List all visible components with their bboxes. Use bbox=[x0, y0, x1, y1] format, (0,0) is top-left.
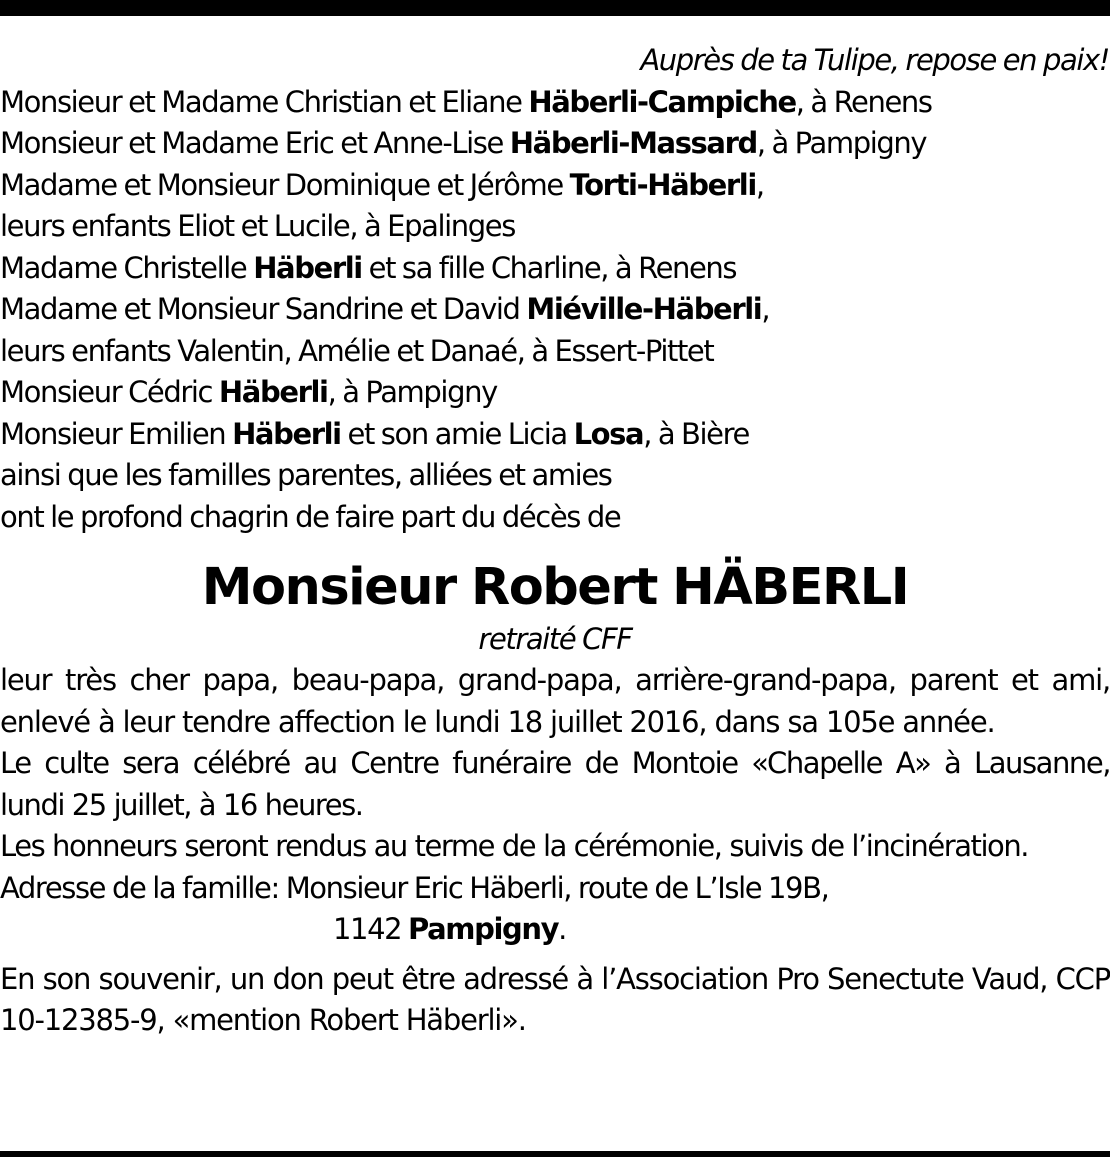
family-line: Monsieur Emilien Häberli et son amie Licia Losa, à Bière bbox=[0, 416, 749, 451]
epigraph: Auprès de ta Tulipe, repose en paix! bbox=[640, 43, 1109, 77]
deceased-occupation: retraité CFF bbox=[478, 622, 632, 656]
family-line: leurs enfants Eliot et Lucile, à Epalinges bbox=[0, 209, 515, 243]
family-line: ainsi que les familles parentes, alliées et amies bbox=[0, 458, 612, 492]
family-line: Madame et Monsieur Sandrine et David Miéville-Häberli, bbox=[0, 292, 770, 326]
family-line: Madame et Monsieur Dominique et Jérôme Torti-Häberli, bbox=[0, 167, 764, 202]
family-line: Monsieur Cédric Häberli, à Pampigny bbox=[0, 375, 497, 409]
service-paragraph: Le culte sera célébré au Centre funéraire de Montoie «Chapelle A» à Lausanne, lundi 25 juillet, à 16 heures. bbox=[0, 746, 1110, 822]
family-line: leurs enfants Valentin, Amélie et Danaé, à Essert-Pittet bbox=[0, 333, 714, 368]
family-line: Monsieur et Madame Eric et Anne-Lise Häberli-Massard, à Pampigny bbox=[0, 126, 927, 160]
death-notice bbox=[0, 40, 1110, 1042]
family-line: Madame Christelle Häberli et sa fille Charline, à Renens bbox=[0, 250, 737, 285]
family-list bbox=[0, 82, 1110, 539]
deceased-name: Monsieur Robert HÄBERLI bbox=[201, 558, 909, 617]
family-line: Monsieur et Madame Christian et Eliane Häberli-Campiche, à Renens bbox=[0, 84, 932, 119]
donation-paragraph: En son souvenir, un don peut être adressé à l’Association Pro Senectute Vaud, CCP 10-12385-9, «mention Robert Häberli». bbox=[0, 961, 1110, 1037]
family-line: ont le profond chagrin de faire part du décès de bbox=[0, 499, 621, 534]
top-rule bbox=[0, 0, 1110, 16]
bottom-rule bbox=[0, 1151, 1110, 1157]
spacer bbox=[0, 951, 1110, 959]
honours-paragraph: Les honneurs seront rendus au terme de la cérémonie, suivis de l’incinération. bbox=[0, 829, 1029, 863]
announcement-paragraph: leur très cher papa, beau-papa, grand-papa, arrière-grand-papa, parent et ami, enlevé à leur tendre affection le lundi 18 juillet 2016, dans sa 105e année. bbox=[0, 663, 1110, 739]
family-address: Adresse de la famille: Monsieur Eric Häberli, route de L’Isle 19B, bbox=[0, 870, 829, 905]
family-address-town: 1142 Pampigny. bbox=[333, 912, 566, 946]
